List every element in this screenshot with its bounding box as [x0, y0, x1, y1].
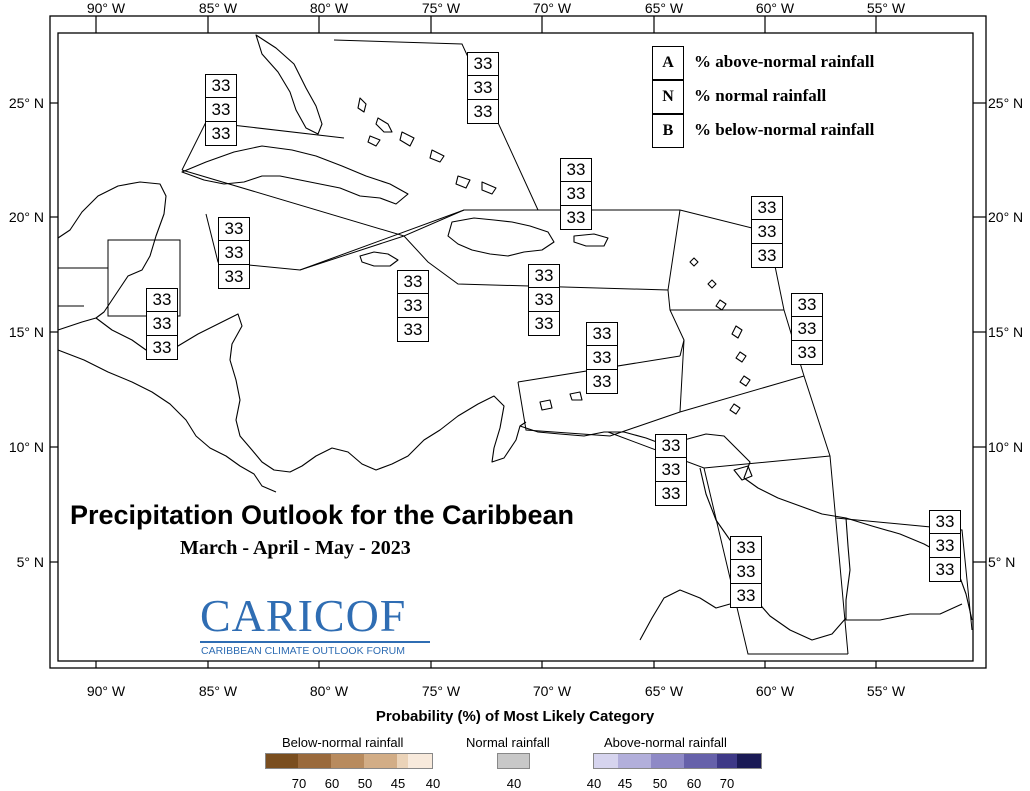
above-swatch: [717, 753, 737, 769]
key-text: % normal rainfall: [694, 86, 827, 105]
below-swatch: [298, 753, 331, 769]
lon-tick-top: 65° W: [644, 0, 684, 16]
bin-label: 45: [390, 776, 406, 791]
outer-frame: [50, 16, 986, 668]
map-subtitle: March - April - May - 2023: [180, 537, 411, 559]
lon-tick-top: 85° W: [198, 0, 238, 16]
zone-normal-value: 33: [586, 346, 618, 370]
below-swatch: [331, 753, 364, 769]
zone-normal-value: 33: [467, 76, 499, 100]
zone-triplet: [218, 217, 250, 289]
colorbar-title: Probability (%) of Most Likely Category: [375, 708, 655, 725]
lon-tick-bottom: 80° W: [309, 683, 349, 699]
zone-below-value: 33: [751, 244, 783, 268]
below-normal-label: Below-normal rainfall: [282, 735, 404, 750]
lat-tick-left: 10° N: [8, 439, 44, 455]
bin-label: 50: [652, 776, 668, 791]
zone-above-value: 33: [146, 288, 178, 312]
zone-normal-value: 33: [655, 458, 687, 482]
normal-swatch: [497, 753, 530, 769]
zone-above-value: 33: [751, 196, 783, 220]
lat-tick-right: 25° N: [988, 95, 1024, 111]
lat-tick-right: 5° N: [988, 554, 1016, 570]
zone-normal-value: 33: [218, 241, 250, 265]
bin-label: 60: [686, 776, 702, 791]
zone-triplet: [751, 196, 783, 268]
below-swatch: [364, 753, 397, 769]
zone-normal-value: 33: [929, 534, 961, 558]
bin-label: 40: [425, 776, 441, 791]
zone-normal-value: 33: [560, 182, 592, 206]
zone-below-value: 33: [397, 318, 429, 342]
lon-tick-bottom: 85° W: [198, 683, 238, 699]
zone-normal-value: 33: [791, 317, 823, 341]
key-letter: N: [652, 80, 684, 114]
caricof-logo-tagline: CARIBBEAN CLIMATE OUTLOOK FORUM: [201, 645, 405, 657]
zone-above-value: 33: [528, 264, 560, 288]
above-swatch: [737, 753, 762, 769]
lon-tick-bottom: 75° W: [421, 683, 461, 699]
zone-triplet: [467, 52, 499, 124]
zone-above-value: 33: [929, 510, 961, 534]
zone-triplet: [791, 293, 823, 365]
zone-above-value: 33: [218, 217, 250, 241]
map-title: Precipitation Outlook for the Caribbean: [70, 500, 575, 530]
lon-tick-bottom: 70° W: [532, 683, 572, 699]
zone-normal-value: 33: [730, 560, 762, 584]
zone-normal-value: 33: [751, 220, 783, 244]
zone-triplet: [397, 270, 429, 342]
lon-tick-bottom: 55° W: [866, 683, 906, 699]
zone-above-value: 33: [205, 74, 237, 98]
bin-label: 40: [506, 776, 522, 791]
below-swatch: [265, 753, 298, 769]
zone-below-value: 33: [730, 584, 762, 608]
lat-tick-right: 15° N: [988, 324, 1024, 340]
zone-triplet: [560, 158, 592, 230]
zone-above-value: 33: [586, 322, 618, 346]
lon-tick-top: 60° W: [755, 0, 795, 16]
bin-label: 60: [324, 776, 340, 791]
lat-tick-left: 20° N: [8, 209, 44, 225]
zone-triplet: [730, 536, 762, 608]
bin-label: 40: [586, 776, 602, 791]
zone-above-value: 33: [560, 158, 592, 182]
below-swatch: [408, 753, 433, 769]
zone-above-value: 33: [467, 52, 499, 76]
bin-label: 45: [617, 776, 633, 791]
graticule-ticks: [50, 16, 986, 668]
zone-normal-value: 33: [397, 294, 429, 318]
bin-label: 70: [291, 776, 307, 791]
zone-normal-value: 33: [146, 312, 178, 336]
lat-tick-left: 25° N: [8, 95, 44, 111]
zone-below-value: 33: [560, 206, 592, 230]
zone-below-value: 33: [467, 100, 499, 124]
lat-tick-left: 15° N: [8, 324, 44, 340]
zone-below-value: 33: [791, 341, 823, 365]
key-text: % below-normal rainfall: [694, 120, 875, 139]
zone-above-value: 33: [397, 270, 429, 294]
zone-below-value: 33: [218, 265, 250, 289]
zone-below-value: 33: [655, 482, 687, 506]
lon-tick-top: 75° W: [421, 0, 461, 16]
lon-tick-top: 90° W: [86, 0, 126, 16]
normal-label: Normal rainfall: [466, 735, 550, 750]
zone-above-value: 33: [655, 434, 687, 458]
zone-triplet: [146, 288, 178, 360]
zone-below-value: 33: [528, 312, 560, 336]
bin-label: 50: [357, 776, 373, 791]
lon-tick-top: 55° W: [866, 0, 906, 16]
zone-normal-value: 33: [205, 98, 237, 122]
logo-underline: [200, 641, 430, 643]
above-swatch: [618, 753, 651, 769]
zone-above-value: 33: [791, 293, 823, 317]
key-letter: A: [652, 46, 684, 80]
zone-triplet: [586, 322, 618, 394]
zone-below-value: 33: [586, 370, 618, 394]
zone-normal-value: 33: [528, 288, 560, 312]
key-letter: B: [652, 114, 684, 148]
lon-tick-bottom: 65° W: [644, 683, 684, 699]
zone-triplet: [528, 264, 560, 336]
zone-triplet: [929, 510, 961, 582]
above-swatch: [651, 753, 684, 769]
key-text: % above-normal rainfall: [694, 52, 875, 71]
lat-tick-right: 10° N: [988, 439, 1024, 455]
zone-triplet: [205, 74, 237, 146]
zone-below-value: 33: [929, 558, 961, 582]
above-normal-label: Above-normal rainfall: [604, 735, 727, 750]
bin-label: 70: [719, 776, 735, 791]
above-swatch: [593, 753, 618, 769]
lon-tick-bottom: 60° W: [755, 683, 795, 699]
zone-below-value: 33: [205, 122, 237, 146]
lat-tick-right: 20° N: [988, 209, 1024, 225]
caricof-logo: CARICOF: [200, 590, 407, 641]
lon-tick-top: 80° W: [309, 0, 349, 16]
lat-tick-left: 5° N: [16, 554, 44, 570]
lon-tick-top: 70° W: [532, 0, 572, 16]
zone-above-value: 33: [730, 536, 762, 560]
zone-below-value: 33: [146, 336, 178, 360]
above-swatch: [684, 753, 717, 769]
lon-tick-bottom: 90° W: [86, 683, 126, 699]
zone-triplet: [655, 434, 687, 506]
